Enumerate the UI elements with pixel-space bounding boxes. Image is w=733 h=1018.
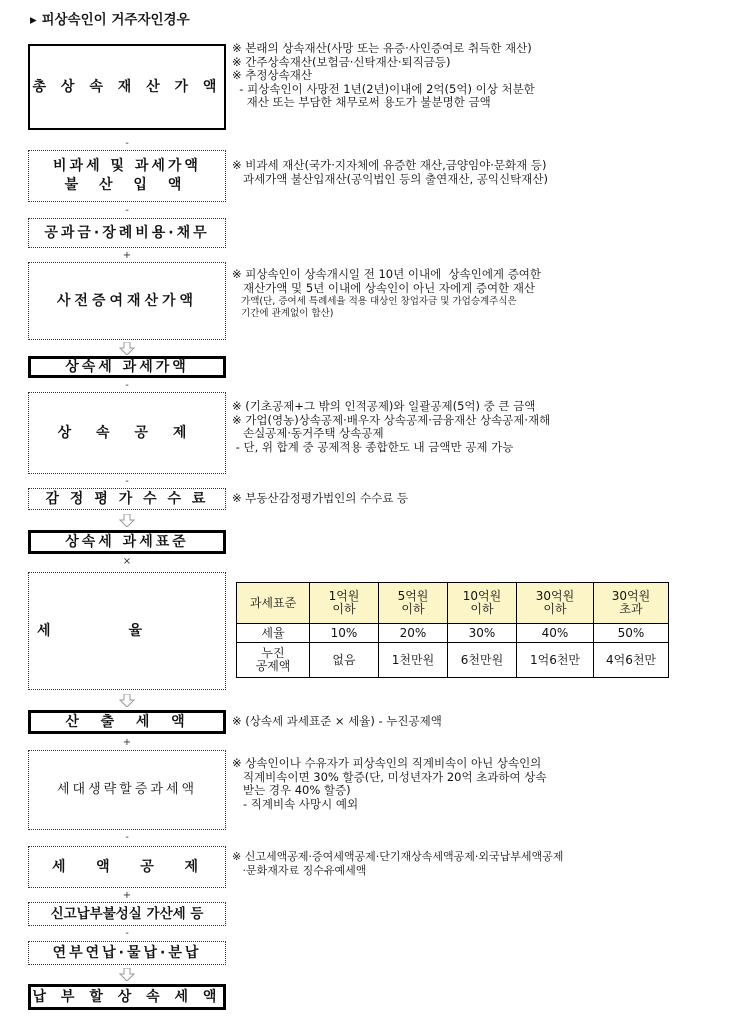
installment-label: 연부연납·물납·분납 (52, 944, 202, 961)
times-operator: × (122, 556, 132, 567)
table-cell: 과세표준 (237, 583, 310, 624)
fees-box (28, 218, 226, 248)
table-cell: 30억원 이하 (517, 583, 594, 624)
nontax-label-line2: 불 산 입 액 (64, 177, 190, 193)
table-cell: 50% (594, 624, 669, 643)
taxable-value-box (28, 356, 226, 378)
deduction-label: 상 속 공 제 (57, 424, 197, 441)
minus-operator: - (125, 832, 129, 843)
down-arrow-icon (118, 694, 136, 707)
table-cell: 10% (310, 624, 379, 643)
table-row (237, 583, 669, 624)
table-cell: 30억원 초과 (594, 583, 669, 624)
tax-credit-label: 세 액 공 제 (52, 858, 202, 875)
table-cell: 누진 공제액 (237, 643, 310, 678)
appraisal-box (28, 488, 226, 510)
tax-credit-box (28, 846, 226, 888)
payable-tax-label: 납 부 할 상 속 세 액 (32, 988, 222, 1005)
installment-box (28, 941, 226, 965)
tax-base-label: 상속세 과세표준 (65, 533, 189, 550)
table-cell: 6천만원 (448, 643, 517, 678)
table-cell: 1억원 이하 (310, 583, 379, 624)
generation-skip-note: ※ 상속인이나 수유자가 피상속인의 직계비속이 아닌 상속인의 직계비속이면 30% 할증(단, 미성년자가 20억 초과하여 상속 받는 경우 40% 할증) - 직계비속 사망시 예외 (232, 756, 547, 811)
prior-gift-note-small: 가액(단, 증여세 특례세율 적용 대상인 창업자금 및 가업승계주식은 기간에 관계없이 합산) (241, 296, 517, 319)
nontax-label-line1: 비과세 및 과세가액 (53, 158, 201, 175)
tax-base-box (28, 530, 226, 554)
down-arrow-icon (118, 514, 136, 527)
total-estate-note: ※ 본래의 상속재산(사망 또는 유증·사인증여로 취득한 재산) ※ 간주상속재산(보험금·신탁재산·퇴직금등) ※ 추정상속재산 - 피상속인이 사망전 1년(2년)이내에 2억(5억) 이상 처분한 재산 또는 부담한 채무로써 용도가 불분명한 금액 (232, 41, 535, 109)
table-cell: 4억6천만 (594, 643, 669, 678)
plus-operator: + (122, 250, 132, 261)
prior-gift-box (28, 262, 226, 340)
minus-operator: - (125, 380, 129, 391)
nontax-note: ※ 비과세 재산(국가·지자체에 유증한 재산,금양임야·문화재 등) 과세가액 불산입재산(공익법인 등의 출연재산, 공익신탁재산) (232, 158, 548, 186)
tax-credit-note: ※ 신고세액공제·증여세액공제·단기재상속세액공제·외국납부세액공제 ·문화재자료 징수유예세액 (232, 850, 564, 877)
table-row (237, 624, 669, 643)
plus-operator: + (122, 890, 132, 901)
deduction-box (28, 392, 226, 474)
down-arrow-icon (118, 342, 136, 355)
minus-operator: - (125, 205, 129, 216)
total-estate-label: 총 상 속 재 산 가 액 (32, 78, 222, 95)
table-cell: 30% (448, 624, 517, 643)
page-title: ▸ 피상속인이 거주자인경우 (30, 12, 190, 28)
rate-box (28, 572, 226, 690)
table-cell: 1천만원 (379, 643, 448, 678)
minus-operator: - (125, 928, 129, 939)
generation-skip-label: 세대생략할증과세액 (56, 782, 198, 798)
penalty-label: 신고납부불성실 가산세 등 (50, 905, 204, 922)
nontax-box (28, 150, 226, 202)
prior-gift-label: 사전증여재산가액 (56, 292, 198, 309)
taxable-value-label: 상속세 과세가액 (65, 358, 189, 375)
computed-tax-note: ※ (상속세 과세표준 × 세율) - 누진공제액 (232, 714, 442, 728)
down-arrow-icon (118, 968, 136, 981)
table-cell: 10억원 이하 (448, 583, 517, 624)
total-estate-box (28, 44, 226, 130)
deduction-note: ※ (기초공제+그 밖의 인적공제)와 일괄공제(5억) 중 큰 금액 ※ 가업(영농)상속공제·배우자 상속공제·금융재산 상속공제·재해 손실공제·동거주택 상속공제 - 단, 위 합계 중 공제적용 종합한도 내 금액만 공제 가능 (232, 399, 551, 454)
table-cell: 세율 (237, 624, 310, 643)
plus-operator: + (122, 737, 132, 748)
generation-skip-box (28, 750, 226, 830)
minus-operator: - (125, 476, 129, 487)
table-cell: 5억원 이하 (379, 583, 448, 624)
prior-gift-note: ※ 피상속인이 상속개시일 전 10년 이내에 상속인에게 증여한 재산가액 및 5년 이내에 상속인이 아닌 자에게 증여한 재산 (232, 267, 542, 295)
table-cell: 1억6천만 (517, 643, 594, 678)
tax-rate-table (236, 582, 669, 678)
appraisal-label: 감 정 평 가 수 수 료 (45, 490, 209, 507)
payable-tax-box (28, 984, 226, 1010)
table-cell: 20% (379, 624, 448, 643)
minus-operator: - (125, 138, 129, 149)
appraisal-note: ※ 부동산감정평가법인의 수수료 등 (232, 491, 409, 505)
rate-label: 세 율 (37, 622, 143, 639)
table-cell: 40% (517, 624, 594, 643)
penalty-box (28, 902, 226, 926)
fees-label: 공과금·장례비용·채무 (44, 224, 210, 241)
computed-tax-box (28, 710, 226, 734)
table-row (237, 643, 669, 678)
table-cell: 없음 (310, 643, 379, 678)
computed-tax-label: 산 출 세 액 (65, 713, 189, 730)
